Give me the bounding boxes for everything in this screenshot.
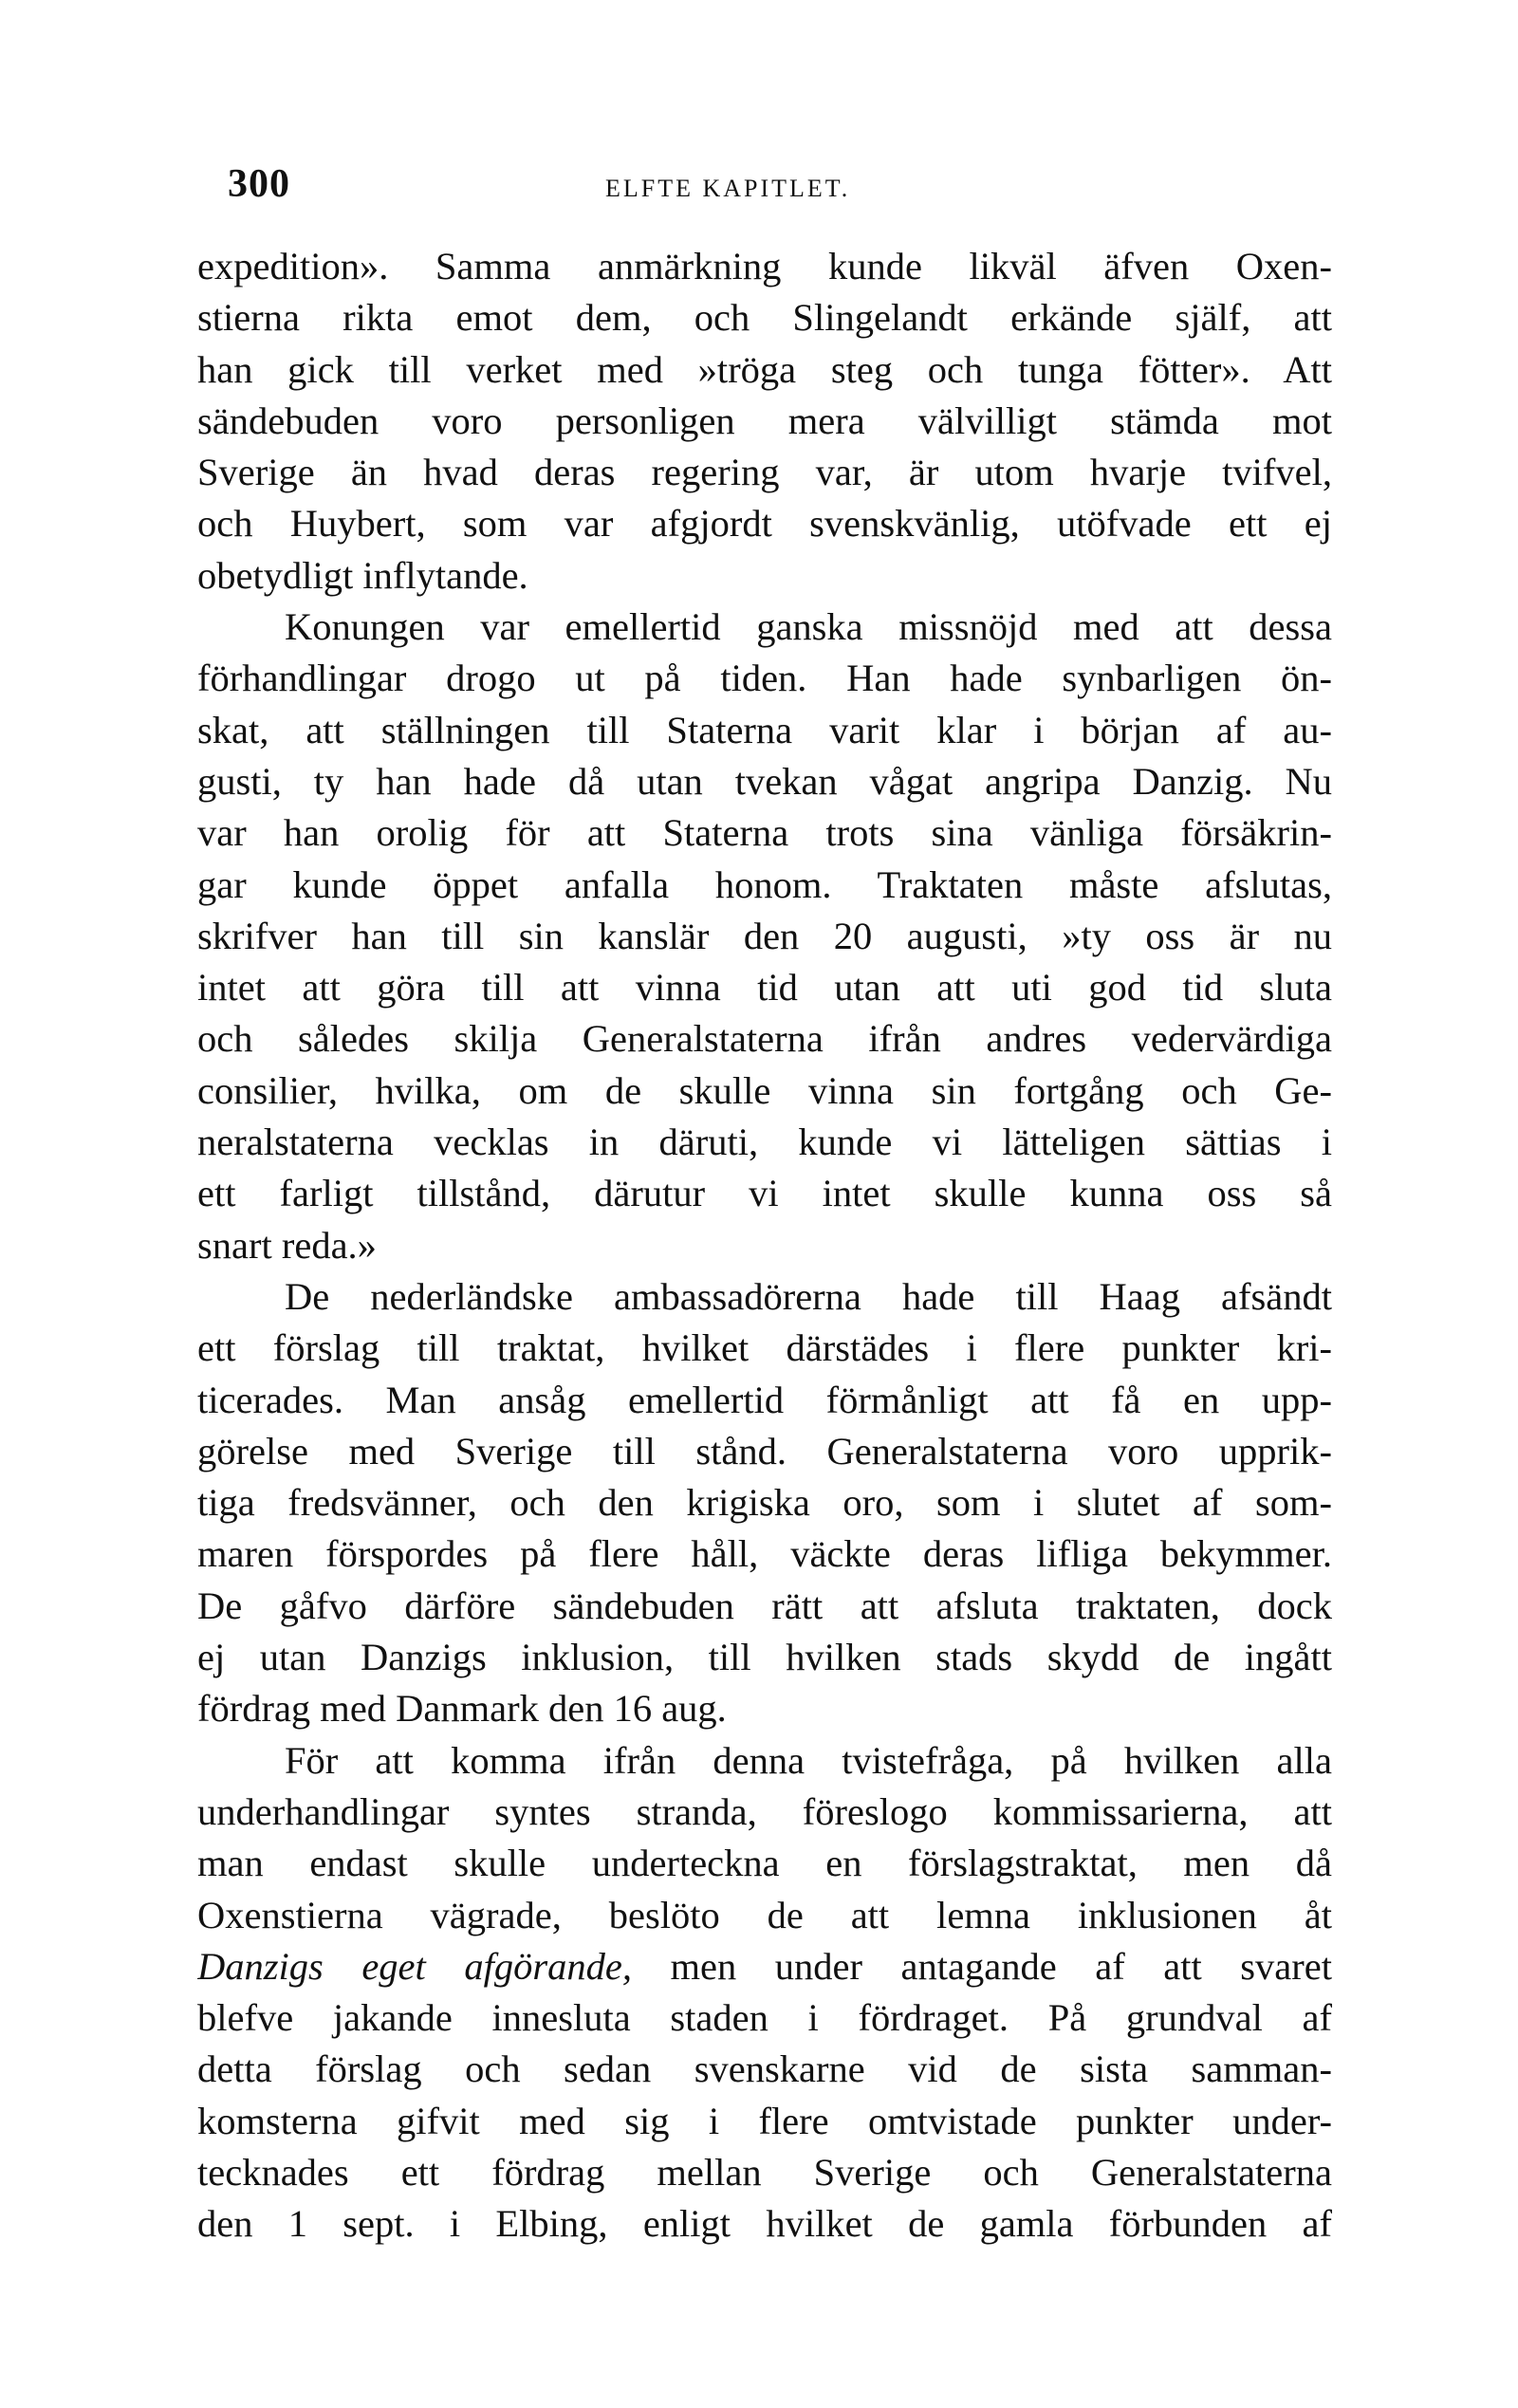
text-line: skat, att ställningen till Staterna varit klar i början af au- — [197, 708, 1332, 751]
line-remainder: men under antagande af att svaret — [631, 1944, 1332, 1988]
text-line: blefve jakande innesluta staden i fördraget. På grundval af — [197, 1996, 1332, 2040]
text-line: expedition». Samma anmärkning kunde likväl äfven Oxen- — [197, 245, 1332, 287]
chapter-title: ELFTE KAPITLET. — [605, 175, 851, 202]
text-line: och således skilja Generalstaterna ifrån andres vedervärdiga — [197, 1017, 1332, 1061]
text-line: För att komma ifrån denna tvistefråga, på hvilken alla — [285, 1738, 1332, 1782]
text-line: De nederländske ambassadörerna hade till Haag afsändt — [285, 1274, 1332, 1318]
running-head — [197, 159, 1336, 216]
italic-phrase: Danzigs eget afgörande, — [197, 1944, 632, 1988]
text-line: fördrag med Danmark den 16 aug. — [197, 1687, 727, 1731]
text-line: ett förslag till traktat, hvilket därstädes i flere punkter kri- — [197, 1326, 1332, 1370]
text-line: consilier, hvilka, om de skulle vinna sin fortgång och Ge- — [197, 1068, 1332, 1112]
text-line: gar kunde öppet anfalla honom. Traktaten måste afslutas, — [197, 862, 1332, 906]
body-text — [197, 241, 1332, 2251]
text-line: Sverige än hvad deras regering var, är utom hvarje tvifvel, — [197, 451, 1332, 494]
text-line: komsterna gifvit med sig i flere omtvistade punkter under- — [197, 2099, 1332, 2142]
text-line: neralstaterna vecklas in däruti, kunde vi lätteligen sättias i — [197, 1121, 1332, 1164]
text-line: gusti, ty han hade då utan tvekan vågat angripa Danzig. Nu — [197, 759, 1332, 803]
text-line: Oxenstierna vägrade, beslöto de att lemna inklusionen åt — [197, 1893, 1332, 1936]
text-line: snart reda.» — [197, 1223, 377, 1267]
text-line: tiga fredsvänner, och den krigiska oro, som i slutet af som- — [197, 1481, 1332, 1525]
page-number: 300 — [228, 162, 290, 206]
text-line: detta förslag och sedan svenskarne vid de sista samman- — [197, 2047, 1332, 2091]
text-line: underhandlingar syntes stranda, föreslogo kommissarierna, att — [197, 1789, 1332, 1833]
text-line: ticerades. Man ansåg emellertid förmånligt att få en upp- — [197, 1378, 1332, 1421]
text-line: och Huybert, som var afgjordt svenskvänlig, utöfvade ett ej — [197, 502, 1332, 546]
text-line: tecknades ett fördrag mellan Sverige och Generalstaterna — [197, 2150, 1332, 2194]
text-line: skrifver han till sin kanslär den 20 augusti, »ty oss är nu — [197, 914, 1332, 957]
text-line: sändebuden voro personligen mera välvilligt stämda mot — [197, 398, 1332, 442]
text-line: De gåfvo därföre sändebuden rätt att afsluta traktaten, dock — [197, 1584, 1332, 1627]
text-line: stierna rikta emot dem, och Slingelandt erkände själf, att — [197, 296, 1332, 340]
text-line: var han orolig för att Staterna trots sina vänliga försäkrin- — [197, 811, 1332, 855]
text-line: man endast skulle underteckna en förslagstraktat, men då — [197, 1842, 1332, 1885]
text-line: Konungen var emellertid ganska missnöjd med att dessa — [285, 605, 1332, 649]
text-line: obetydligt inflytande. — [197, 553, 528, 597]
text-line: ej utan Danzigs inklusion, till hvilken stads skydd de ingått — [197, 1636, 1332, 1679]
text-line: förhandlingar drogo ut på tiden. Han hade synbarligen ön- — [197, 657, 1332, 700]
text-line: ett farligt tillstånd, därutur vi intet skulle kunna oss så — [197, 1172, 1332, 1215]
text-line: den 1 sept. i Elbing, enligt hvilket de gamla förbunden af — [197, 2202, 1332, 2246]
text-line-with-italic — [197, 1941, 1332, 1992]
text-line: han gick till verket med »tröga steg och tunga fötter». Att — [197, 347, 1332, 391]
text-line: maren förspordes på flere håll, väckte deras lifliga bekymmer. — [197, 1532, 1332, 1576]
text-line: görelse med Sverige till stånd. Generalstaterna voro upprik- — [197, 1429, 1332, 1473]
text-line: intet att göra till att vinna tid utan att uti god tid sluta — [197, 966, 1332, 1010]
